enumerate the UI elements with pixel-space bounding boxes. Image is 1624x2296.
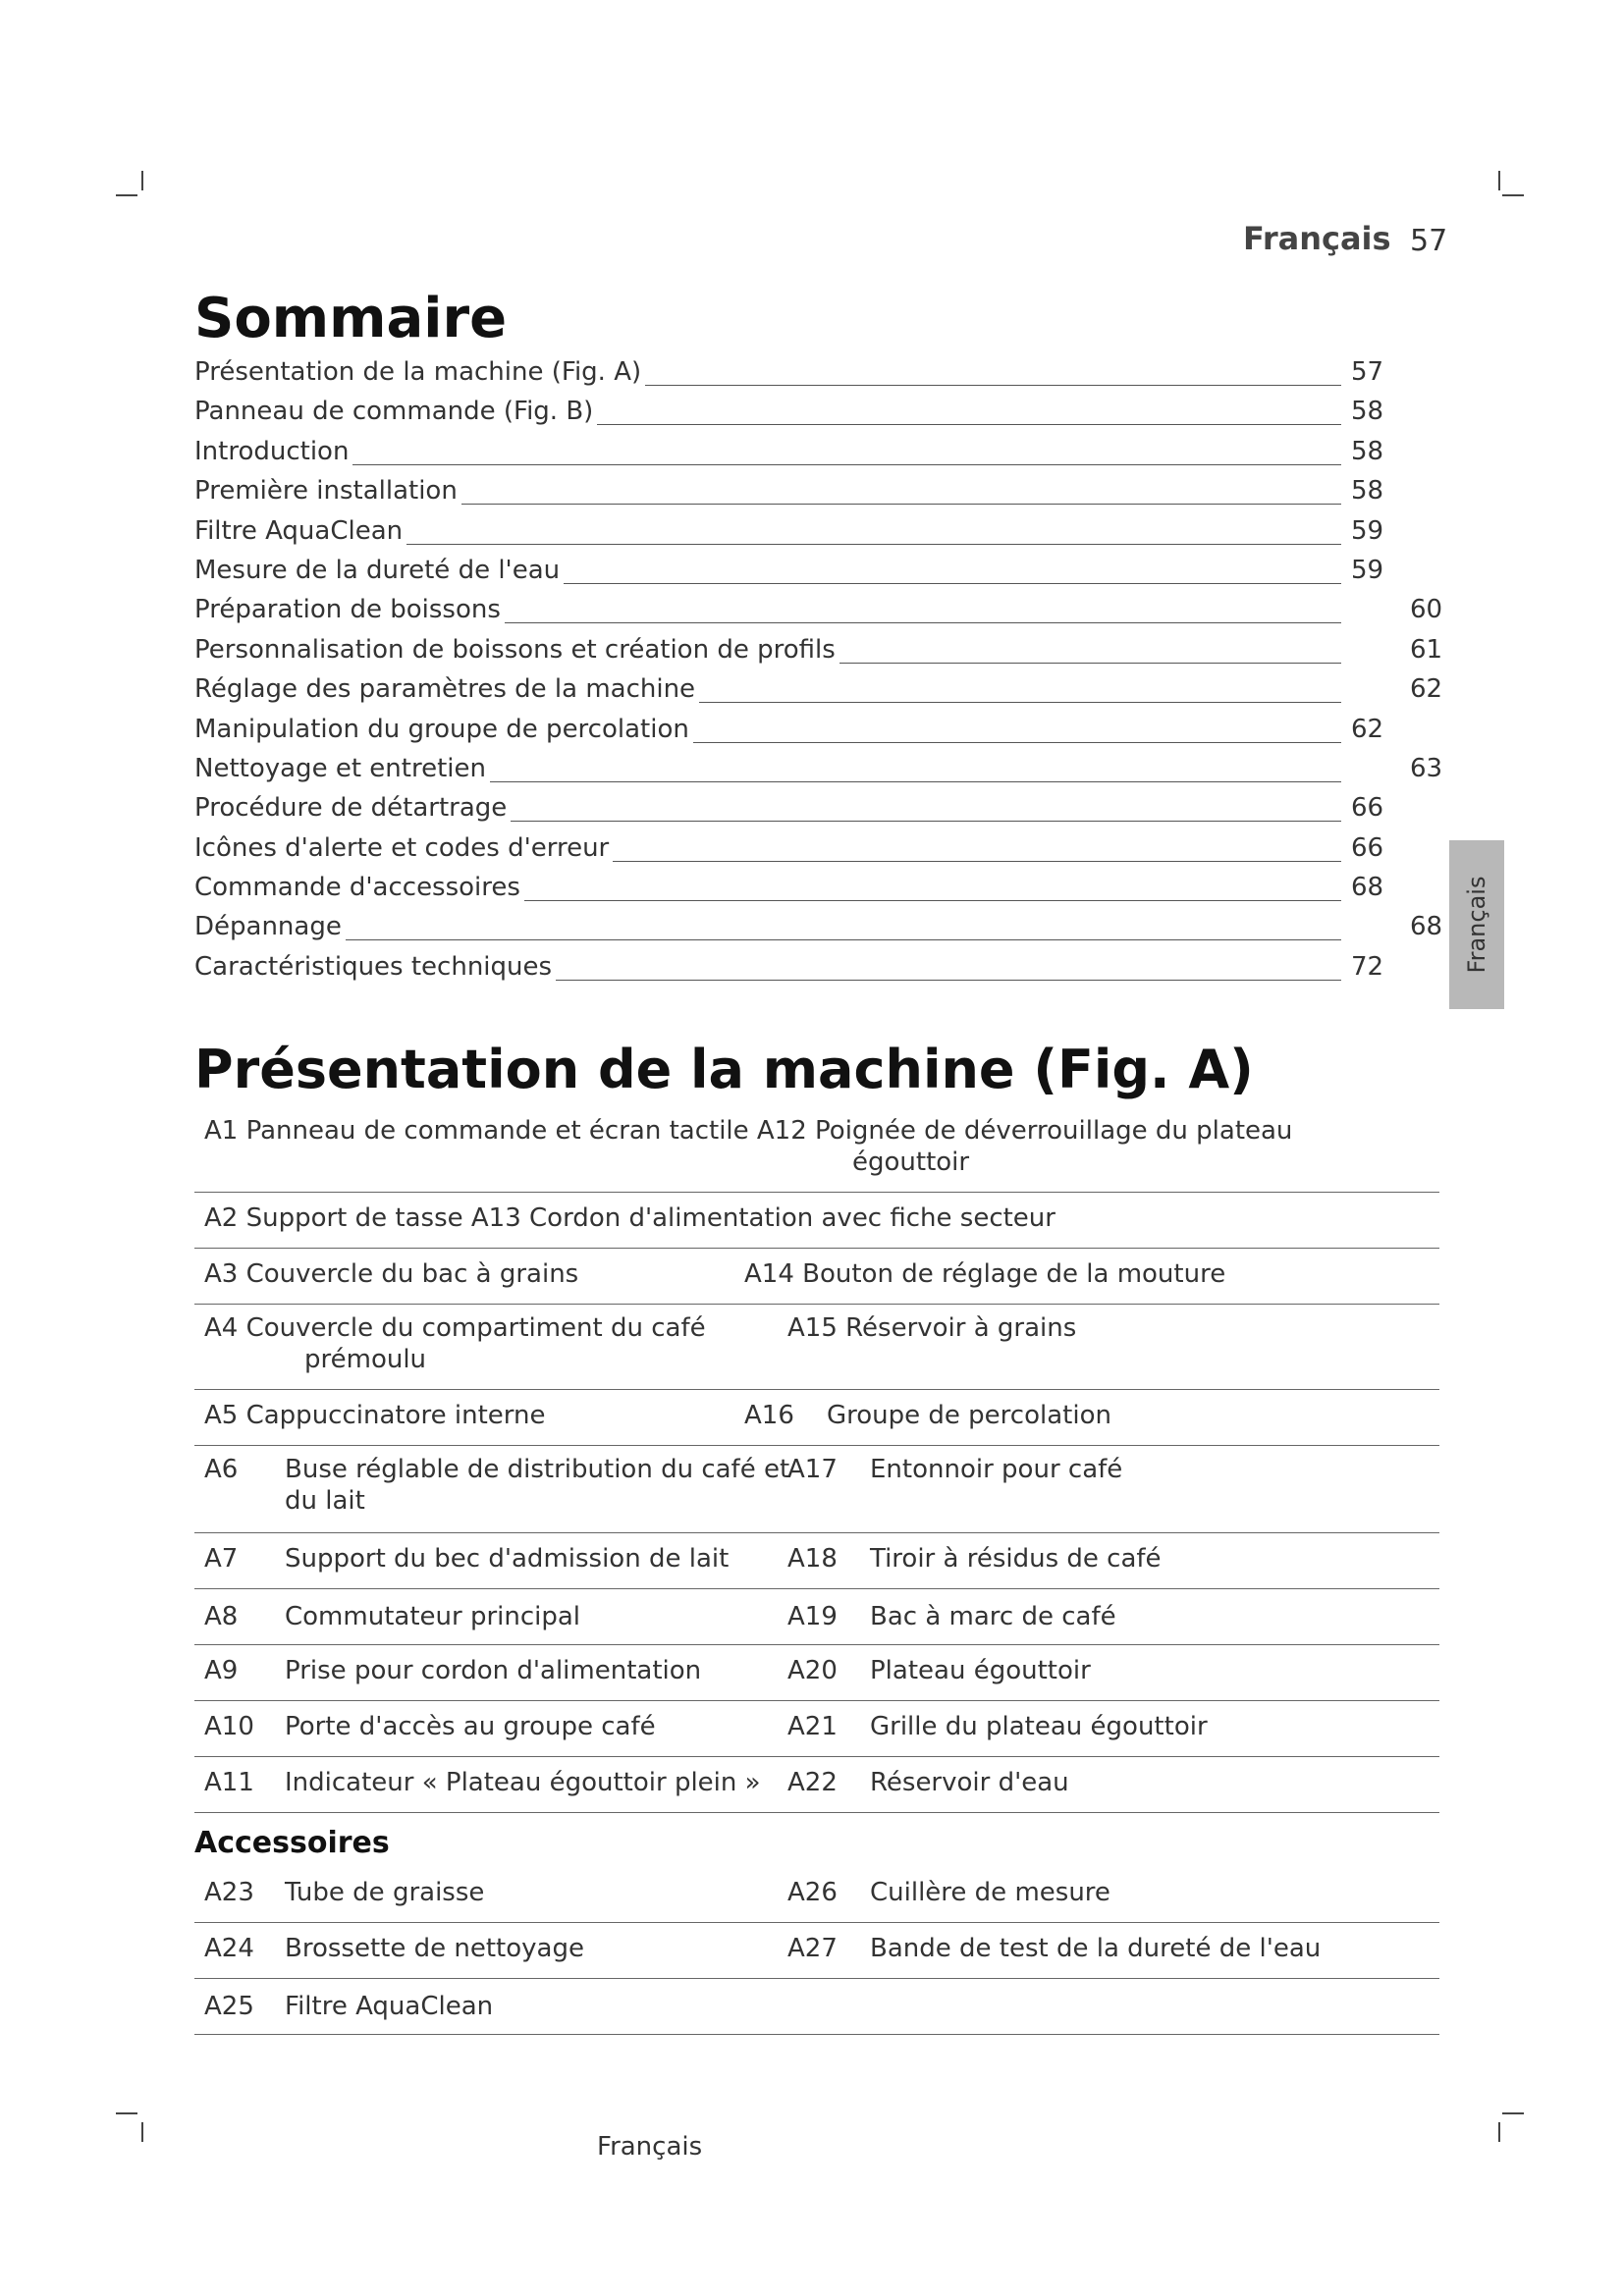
toc-entry-label: Dépannage [194, 912, 346, 941]
part-label-continued: du lait [285, 1486, 365, 1516]
toc-entry-label: Procédure de détartrage [194, 793, 511, 823]
toc-entry-page: 58 [1351, 436, 1384, 466]
part-label: Bac à marc de café [870, 1602, 1116, 1631]
part-label: Réservoir d'eau [870, 1768, 1069, 1797]
toc-entry-label: Introduction [194, 437, 352, 466]
part-label: Groupe de percolation [827, 1401, 1111, 1430]
table-row [194, 1193, 1439, 1249]
part-label: Porte d'accès au groupe café [285, 1712, 656, 1741]
part-label: Indicateur « Plateau égouttoir plein » [285, 1768, 761, 1797]
toc-entry[interactable] [194, 793, 1441, 832]
toc-entry-page: 68 [1351, 873, 1384, 903]
toc-entry-page: 59 [1351, 555, 1384, 585]
part-label-continued: égouttoir [852, 1148, 970, 1177]
part-code: A27 [787, 1934, 838, 1963]
part-label: A3 Couvercle du bac à grains [204, 1259, 579, 1289]
part-label: A4 Couvercle du compartiment du café [204, 1313, 706, 1343]
toc-entry-label: Première installation [194, 476, 461, 506]
toc-entry-page: 58 [1351, 476, 1384, 507]
toc-entry-label: Nettoyage et entretien [194, 754, 490, 783]
header-page-number: 57 [1410, 224, 1448, 258]
toc-entry-label: Présentation de la machine (Fig. A) [194, 357, 645, 387]
header-language: Français [1243, 220, 1391, 257]
crop-mark [116, 2112, 137, 2114]
side-tab-label: Français [1463, 876, 1490, 974]
crop-mark [116, 194, 137, 196]
crop-mark [1498, 171, 1500, 190]
table-row [194, 1701, 1439, 1757]
part-code: A16 [744, 1401, 794, 1430]
toc-entry[interactable] [194, 715, 1441, 754]
toc-entry[interactable] [194, 952, 1441, 991]
part-code: A19 [787, 1602, 838, 1631]
toc-entry-label: Mesure de la dureté de l'eau [194, 556, 564, 585]
toc-entry[interactable] [194, 912, 1441, 951]
part-code: A6 [204, 1455, 239, 1484]
toc-entry-page: 66 [1351, 793, 1384, 824]
part-label: Prise pour cordon d'alimentation [285, 1656, 702, 1685]
crop-mark [1502, 2112, 1524, 2114]
leader-line [198, 464, 1341, 465]
part-label: A1 Panneau de commande et écran tactile A12 Poignée de déverrouillage du plateau [204, 1116, 1293, 1146]
presentation-title: Présentation de la machine (Fig. A) [194, 1039, 1254, 1100]
toc-entry-page: 58 [1351, 397, 1384, 427]
toc-entry-page: 62 [1410, 674, 1443, 705]
accessories-table [194, 1867, 1439, 2035]
part-code: A20 [787, 1656, 838, 1685]
toc-entry[interactable] [194, 437, 1441, 476]
part-label: A5 Cappuccinatore interne [204, 1401, 546, 1430]
part-code: A24 [204, 1934, 254, 1963]
toc-entry[interactable] [194, 873, 1441, 912]
part-label: Support du bec d'admission de lait [285, 1544, 730, 1574]
toc-entry-page: 68 [1410, 912, 1443, 942]
toc-title: Sommaire [194, 287, 508, 350]
part-code: A11 [204, 1768, 254, 1797]
part-label: Brossette de nettoyage [285, 1934, 584, 1963]
crop-mark [1498, 2122, 1500, 2142]
part-label: Buse réglable de distribution du café et [285, 1455, 790, 1484]
table-row [194, 1249, 1439, 1305]
crop-mark [141, 2122, 143, 2142]
part-code: A21 [787, 1712, 838, 1741]
toc-entry-page: 60 [1410, 595, 1443, 625]
table-row [194, 1390, 1439, 1446]
toc-entry[interactable] [194, 397, 1441, 436]
toc-entry-label: Panneau de commande (Fig. B) [194, 397, 597, 426]
leader-line [198, 939, 1341, 940]
toc-entry-label: Personnalisation de boissons et création de profils [194, 635, 839, 665]
part-code: A25 [204, 1992, 254, 2021]
crop-mark [141, 171, 143, 190]
table-row [194, 1645, 1439, 1701]
part-label: Tube de graisse [285, 1878, 485, 1907]
toc-entry[interactable] [194, 357, 1441, 397]
toc-entry[interactable] [194, 674, 1441, 714]
table-row [194, 1979, 1439, 2035]
part-code: A26 [787, 1878, 838, 1907]
part-label-continued: prémoulu [304, 1345, 427, 1374]
part-code: A23 [204, 1878, 254, 1907]
toc-entry[interactable] [194, 833, 1441, 873]
toc-entry[interactable] [194, 754, 1441, 793]
toc-entry[interactable] [194, 516, 1441, 556]
part-code: A22 [787, 1768, 838, 1797]
toc-entry[interactable] [194, 556, 1441, 595]
toc-entry-label: Caractéristiques techniques [194, 952, 556, 982]
part-code: A9 [204, 1656, 239, 1685]
table-row [194, 1109, 1439, 1193]
toc-entry[interactable] [194, 476, 1441, 515]
crop-mark [1502, 194, 1524, 196]
part-code: A10 [204, 1712, 254, 1741]
part-label: Entonnoir pour café [870, 1455, 1123, 1484]
table-row [194, 1533, 1439, 1589]
part-label: Grille du plateau égouttoir [870, 1712, 1208, 1741]
part-code: A18 [787, 1544, 838, 1574]
part-label: Tiroir à résidus de café [870, 1544, 1162, 1574]
part-label: Cuillère de mesure [870, 1878, 1110, 1907]
table-row [194, 1589, 1439, 1645]
part-label: Plateau égouttoir [870, 1656, 1091, 1685]
footer-language: Français [597, 2132, 703, 2162]
toc-entry[interactable] [194, 595, 1441, 634]
part-label: Bande de test de la dureté de l'eau [870, 1934, 1322, 1963]
table-row [194, 1867, 1439, 1923]
toc-entry-page: 72 [1351, 951, 1384, 982]
toc-entry-label: Icônes d'alerte et codes d'erreur [194, 833, 613, 863]
toc-entry-label: Manipulation du groupe de percolation [194, 715, 693, 744]
toc-entry-page: 66 [1351, 832, 1384, 863]
parts-table [194, 1109, 1439, 1813]
language-side-tab [1449, 840, 1504, 1009]
toc-entry-label: Réglage des paramètres de la machine [194, 674, 699, 704]
toc-entry-page: 63 [1410, 753, 1443, 783]
table-of-contents [194, 357, 1441, 991]
part-label: Commutateur principal [285, 1602, 581, 1631]
toc-entry-label: Commande d'accessoires [194, 873, 524, 902]
toc-entry-page: 59 [1351, 515, 1384, 546]
part-label: A14 Bouton de réglage de la mouture [744, 1259, 1226, 1289]
part-label: A15 Réservoir à grains [787, 1313, 1077, 1343]
part-code: A7 [204, 1544, 239, 1574]
table-row [194, 1757, 1439, 1813]
toc-entry-label: Filtre AquaClean [194, 516, 406, 546]
part-code: A17 [787, 1455, 838, 1484]
table-row [194, 1923, 1439, 1979]
toc-entry[interactable] [194, 635, 1441, 674]
toc-entry-page: 57 [1351, 357, 1384, 387]
table-row [194, 1446, 1439, 1533]
accessories-title: Accessoires [194, 1826, 390, 1860]
toc-entry-label: Préparation de boissons [194, 595, 505, 624]
part-code: A8 [204, 1602, 239, 1631]
toc-entry-page: 62 [1351, 714, 1384, 744]
part-label: A2 Support de tasse A13 Cordon d'alimentation avec fiche secteur [204, 1203, 1056, 1233]
part-label: Filtre AquaClean [285, 1992, 494, 2021]
toc-entry-page: 61 [1410, 634, 1443, 665]
table-row [194, 1305, 1439, 1390]
